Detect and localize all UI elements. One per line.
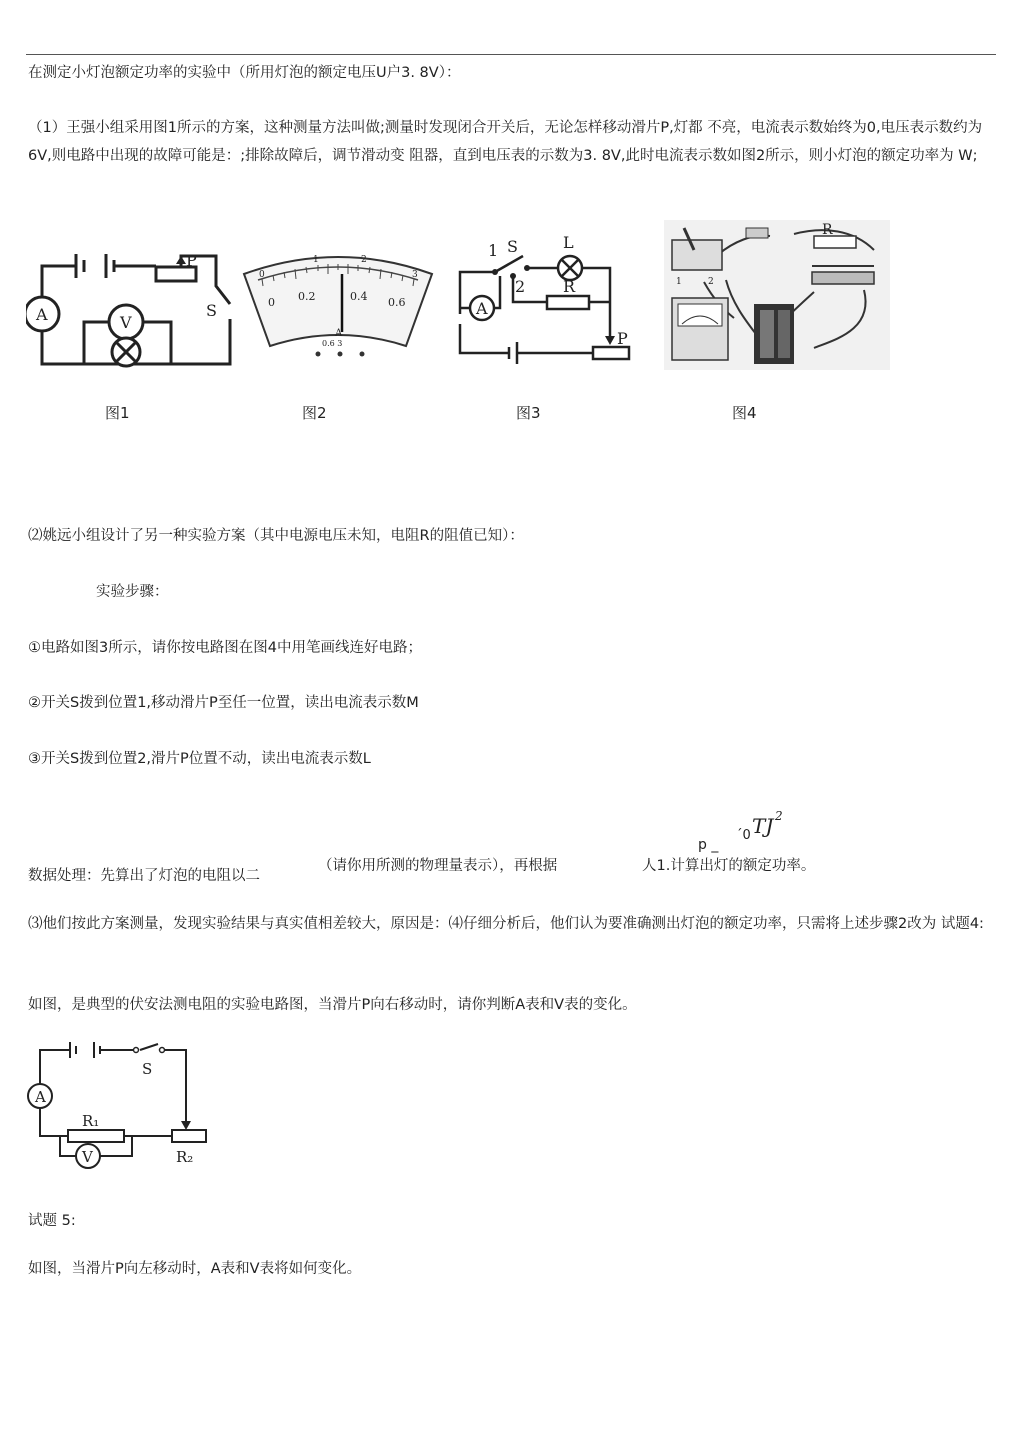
question-4-text: 如图，是典型的伏安法测电阻的实验电路图，当滑片P向右移动时，请你判断A表和V表的变化。	[28, 997, 637, 1013]
fig1-slider-label: P	[186, 251, 197, 270]
data-processing-text-a: 数据处理：先算出了灯泡的电阻以二	[28, 868, 260, 884]
intro-text: 在测定小灯泡额定功率的实验中（所用灯泡的额定电压U户3. 8V）：	[28, 65, 461, 81]
fig2-tick-top-3: 3	[412, 270, 418, 280]
data-processing-text-c: 人1.计算出灯的额定功率。	[642, 858, 816, 874]
figure-3-circuit	[455, 232, 635, 369]
figure-4-apparatus	[664, 220, 890, 370]
formula-tj: TJ	[752, 814, 774, 838]
fig4-terminal-2-label: 2	[708, 277, 714, 287]
fig3-slider-label: P	[617, 329, 628, 348]
fig2-tick-top-0: 0	[259, 270, 265, 280]
fig2-unit-label: A	[335, 328, 343, 339]
question-2-title: ⑵姚远小组设计了另一种实验方案（其中电源电压未知，电阻R的阻值已知）：	[28, 528, 524, 544]
figure-3-caption: 图3	[516, 404, 541, 422]
fig5-ammeter-label: A	[35, 1088, 46, 1106]
data-processing-text-b: （请你用所测的物理量表示），再根据	[318, 858, 558, 874]
fig3-lamp-label: L	[563, 233, 574, 252]
step-1: ①电路如图3所示，请你按电路图在图4中用笔画线连好电路；	[28, 640, 422, 656]
fig1-ammeter-label: A	[36, 305, 48, 324]
formula-subscript: ´0	[736, 828, 751, 843]
question-5-title: 试题 5:	[28, 1213, 76, 1229]
top-rule	[26, 54, 996, 55]
fig2-tick-top-1: 1	[313, 255, 319, 265]
step-2: ②开关S拨到位置1,移动滑片P至任一位置，读出电流表示数M	[28, 695, 419, 711]
fig4-terminal-1-label: 1	[676, 277, 682, 287]
formula-exponent: 2	[775, 809, 783, 823]
figure-5-circuit	[24, 1042, 219, 1174]
fig2-tick-bottom-2: 0.4	[350, 290, 368, 303]
figure-2-caption: 图2	[302, 404, 327, 422]
steps-label: 实验步骤：	[96, 584, 169, 600]
fig5-voltmeter-label: V	[82, 1148, 93, 1166]
fig3-switch-label: S	[507, 237, 518, 256]
step-3: ③开关S拨到位置2,滑片P位置不动，读出电流表示数L	[28, 751, 371, 767]
figure-1-caption: 图1	[105, 404, 130, 422]
question-5-text: 如图，当滑片P向左移动时，A表和V表将如何变化。	[28, 1261, 362, 1277]
fig3-pos2-label: 2	[515, 277, 526, 296]
figure-1-circuit	[26, 244, 241, 369]
question-1: （1）王强小组采用图1所示的方案，这种测量方法叫做;测量时发现闭合开关后，无论怎样移动滑片P,灯都 不亮，电流表示数始终为0,电压表示数约为6V,则电路中出现的故障可能是：;排除故障后，调节滑动变 阻器，直到电压表的示数为3. 8V,此时电流表示数如图2所示，则小灯泡的额定功率为 W;	[28, 120, 983, 164]
question-3-4: ⑶他们按此方案测量，发现实验结果与真实值相差较大，原因是：⑷仔细分析后，他们认为要准确测出灯泡的额定功率，只需将上述步骤2改为 试题4:	[28, 916, 984, 932]
fig1-voltmeter-label: V	[120, 313, 132, 332]
fig2-tick-bottom-1: 0.2	[298, 290, 316, 303]
fig5-switch-label: S	[142, 1060, 153, 1078]
fig2-tick-bottom-3: 0.6	[388, 296, 406, 309]
fig2-tick-top-2: 2	[361, 255, 367, 265]
fig4-resistor-label: R	[822, 222, 833, 238]
fig5-r1-label: R₁	[82, 1112, 100, 1130]
figure-4-caption: 图4	[732, 404, 757, 422]
fig2-tick-bottom-0: 0	[268, 296, 275, 309]
formula-p: p _	[698, 837, 719, 853]
fig2-terminal-labels: 0.6 3	[322, 339, 343, 348]
fig3-resistor-label: R	[563, 277, 576, 296]
fig3-ammeter-label: A	[476, 299, 488, 318]
figure-2-ammeter-dial	[238, 244, 438, 362]
fig5-r2-label: R₂	[176, 1148, 194, 1166]
fig3-pos1-label: 1	[488, 241, 499, 260]
fig1-switch-label: S	[206, 301, 217, 320]
